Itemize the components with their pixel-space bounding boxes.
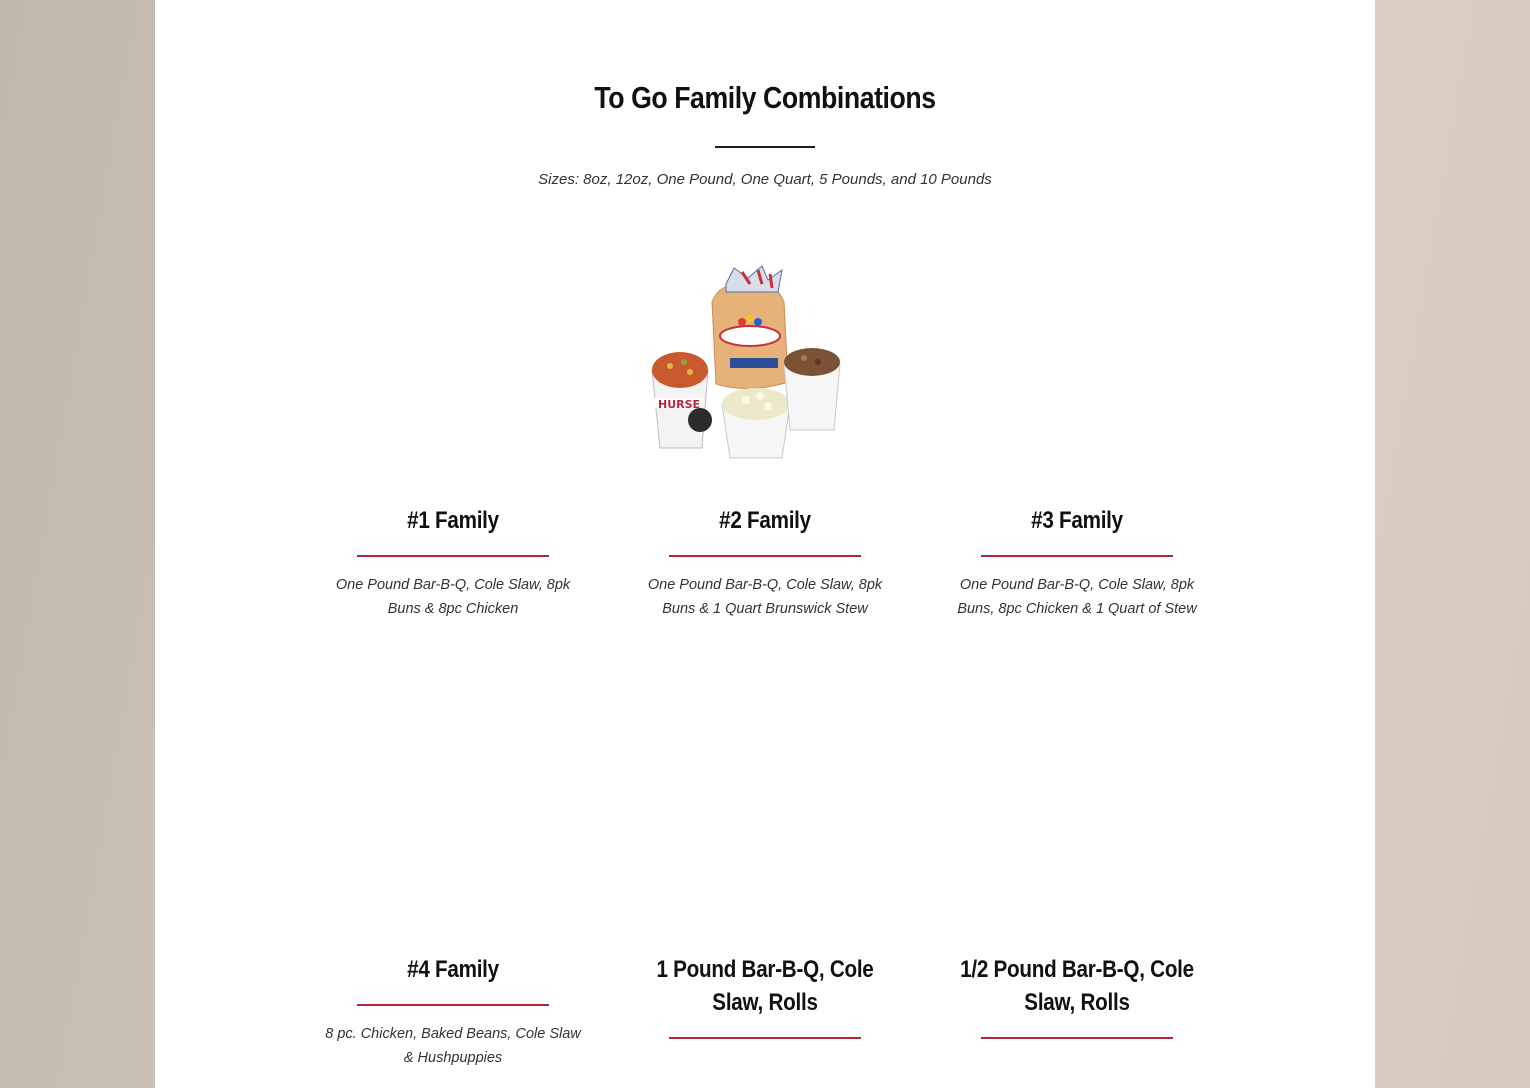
card-title: #2 Family — [719, 507, 811, 534]
card-description — [313, 573, 593, 621]
card-divider — [669, 555, 861, 557]
family-card-3 — [937, 504, 1217, 621]
card-desc-line: One Pound Bar-B-Q, Cole Slaw, 8pk — [959, 577, 1195, 593]
card-divider — [357, 1004, 549, 1006]
card-desc-line: Buns & 1 Quart Brunswick Stew — [662, 601, 868, 617]
card-title-line: Slaw, Rolls — [1024, 989, 1130, 1016]
card-desc-line: Buns & 8pc Chicken — [387, 601, 519, 617]
card-desc-line: One Pound Bar-B-Q, Cole Slaw, 8pk — [335, 577, 571, 593]
bbq-half-pound-card — [937, 953, 1217, 1039]
card-title-line: Slaw, Rolls — [712, 989, 818, 1016]
family-card-1 — [313, 504, 593, 621]
family-card-2 — [625, 504, 905, 621]
card-title — [957, 953, 1198, 1019]
card-divider — [981, 555, 1173, 557]
card-title: #4 Family — [407, 956, 499, 983]
card-divider — [981, 1037, 1173, 1039]
card-title-line: 1/2 Pound Bar-B-Q, Cole — [960, 956, 1194, 983]
card-title — [645, 953, 886, 1019]
card-desc-line: & Hushpuppies — [403, 1050, 503, 1066]
card-title: #1 Family — [407, 507, 499, 534]
bbq-pound-card — [625, 953, 905, 1039]
card-desc-line: One Pound Bar-B-Q, Cole Slaw, 8pk — [647, 577, 883, 593]
sizes-text: Sizes: 8oz, 12oz, One Pound, One Quart, 5 Pounds, and 10 Pounds — [538, 171, 992, 188]
svg-text:HURSE: HURSE — [658, 398, 701, 411]
card-title-line: 1 Pound Bar-B-Q, Cole — [656, 956, 874, 983]
card-description — [313, 1022, 593, 1070]
family-combo-image[interactable] — [650, 262, 850, 467]
card-desc-line: Buns, 8pc Chicken & 1 Quart of Stew — [957, 601, 1197, 617]
card-description — [937, 573, 1217, 621]
title-divider — [715, 146, 815, 148]
menu-panel — [155, 0, 1375, 1088]
card-desc-line: 8 pc. Chicken, Baked Beans, Cole Slaw — [325, 1026, 581, 1042]
card-title: #3 Family — [1031, 507, 1123, 534]
family-card-4 — [313, 953, 593, 1070]
section-title: To Go Family Combinations — [594, 80, 936, 115]
card-description — [625, 573, 905, 621]
card-divider — [357, 555, 549, 557]
card-divider — [669, 1037, 861, 1039]
